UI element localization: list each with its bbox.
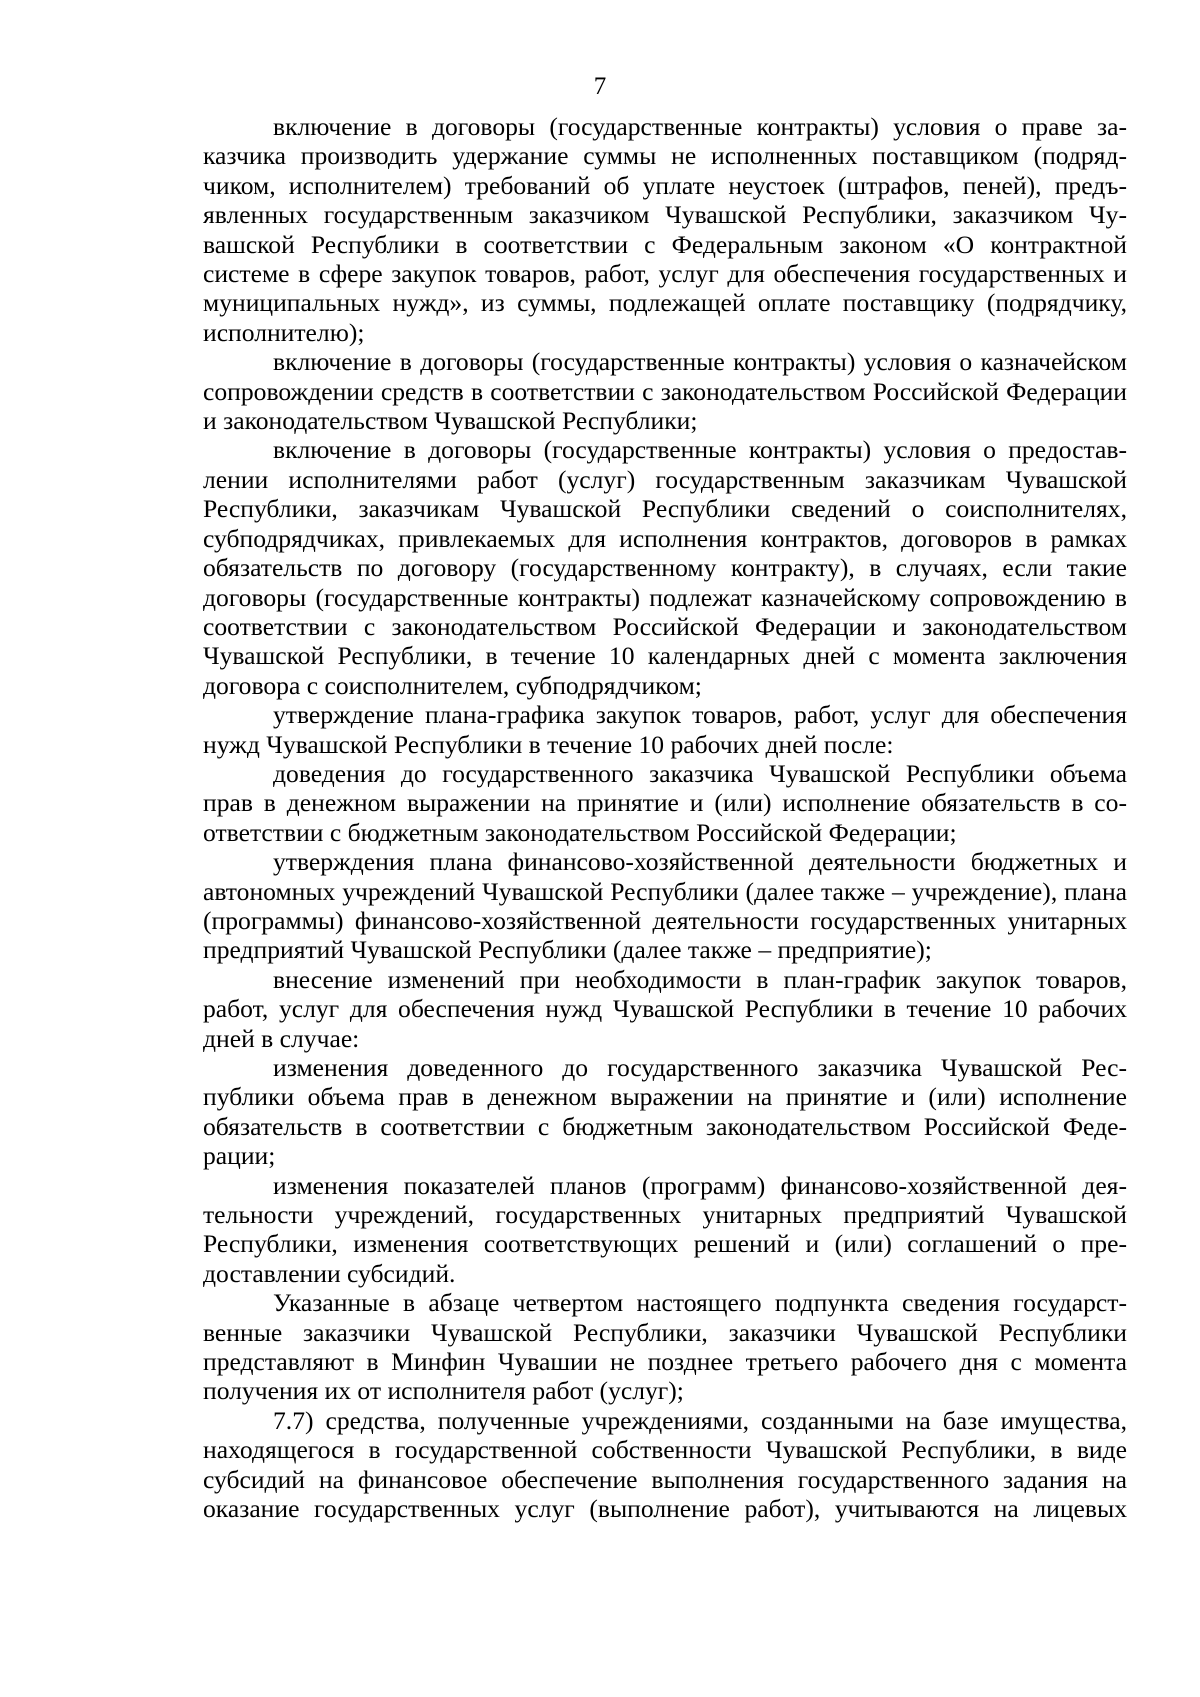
paragraph: утверждения плана финансово-хозяйственной деятельности бюджетных и автономных учреждений Чувашской Республики (далее также – учреждение), плана (программы) финансово-хозяйственной деятельности государственных унитарных предприятий Чувашской Республики (далее также – предприятие); bbox=[203, 847, 1127, 965]
paragraph: включение в договоры (государственные контракты) условия о предоставлении исполнителями работ (услуг) государственным заказчикам Чувашской Республики, заказчикам Чувашской Республики сведений о соисполнителях, субподрядчиках, привлекаемых для исполнения контрактов, договоров в рамках обязательств по договору (государственному контракту), в случаях, если такие договоры (государственные контракты) подлежат казначейскому сопровождению в соответствии с законодательством Российской Федерации и законодательством Чувашской Республики, в течение 10 календарных дней с момента заключения договора с соисполнителем, субподрядчиком; bbox=[203, 435, 1127, 700]
paragraph: утверждение плана-графика закупок товаров, работ, услуг для обеспечения нужд Чувашской Республики в течение 10 рабочих дней после: bbox=[203, 700, 1127, 759]
paragraph: Указанные в абзаце четвертом настоящего подпункта сведения государственные заказчики Чувашской Республики, заказчики Чувашской Республики представляют в Минфин Чувашии не позднее третьего рабочего дня с момента получения их от исполнителя работ (услуг); bbox=[203, 1288, 1127, 1406]
page-number: 7 bbox=[593, 73, 607, 100]
paragraph: изменения доведенного до государственного заказчика Чувашской Республики объема прав в денежном выражении на принятие и (или) исполнение обязательств в соответствии с бюджетным законодательством Российской Федерации; bbox=[203, 1053, 1127, 1171]
paragraph: включение в договоры (государственные контракты) условия о казначейском сопровождении средств в соответствии с законодательством Российской Федерации и законодательством Чувашской Республики; bbox=[203, 347, 1127, 436]
paragraph: внесение изменений при необходимости в план-график закупок товаров, работ, услуг для обеспечения нужд Чувашской Республики в течение 10 рабочих дней в случае: bbox=[203, 964, 1127, 1053]
document-body bbox=[203, 112, 1127, 1524]
paragraph: доведения до государственного заказчика Чувашской Республики объема прав в денежном выражении на принятие и (или) исполнение обязательств в соответствии с бюджетным законодательством Российской Федерации; bbox=[203, 758, 1127, 847]
paragraph: включение в договоры (государственные контракты) условия о праве заказчика производить удержание суммы не исполненных поставщиком (подрядчиком, исполнителем) требований об уплате неустоек (штрафов, пеней), предъявленных государственным заказчиком Чувашской Республики, заказчиком Чувашской Республики в соответствии с Федеральным законом «О контрактной системе в сфере закупок товаров, работ, услуг для обеспечения государственных и муниципальных нужд», из суммы, подлежащей оплате поставщику (подрядчику, исполнителю); bbox=[203, 112, 1127, 347]
paragraph-last: 7.7) средства, полученные учреждениями, созданными на базе имущества, находящегося в государственной собственности Чувашской Республики, в виде субсидий на финансовое обеспечение выполнения государственного задания на оказание государственных услуг (выполнение работ), учитываются на лицевых bbox=[203, 1405, 1127, 1524]
paragraph: изменения показателей планов (программ) финансово-хозяйственной деятельности учреждений, государственных унитарных предприятий Чувашской Республики, изменения соответствующих решений и (или) соглашений о предоставлении субсидий. bbox=[203, 1170, 1127, 1288]
